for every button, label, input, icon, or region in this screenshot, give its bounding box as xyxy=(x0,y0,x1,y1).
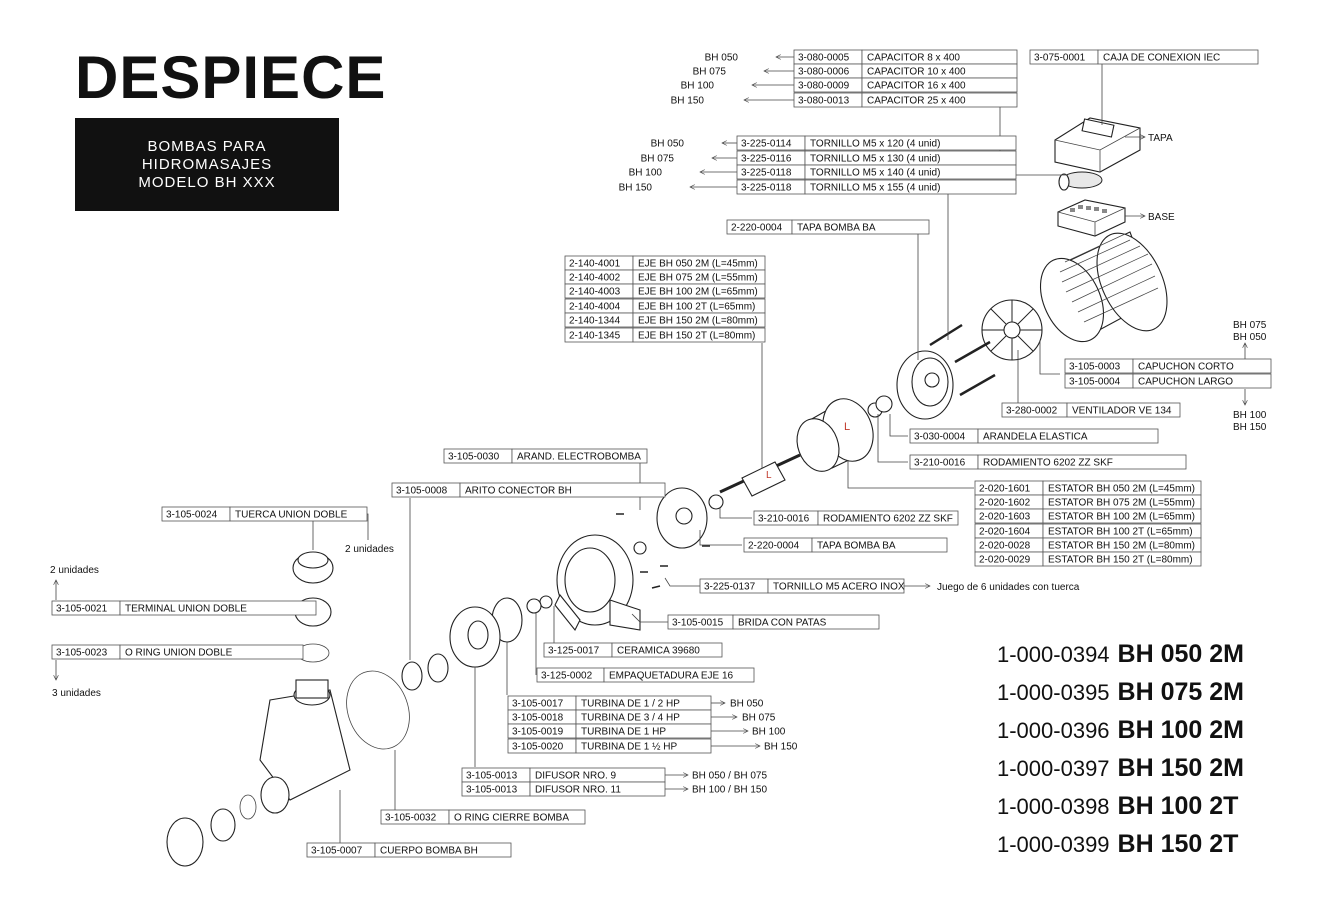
part-label-rod1 xyxy=(910,455,1186,469)
part-code: 3-105-0019 xyxy=(512,726,564,738)
rotor-shaft xyxy=(720,455,800,496)
part-description: TURBINA DE 1 / 2 HP xyxy=(581,698,680,710)
part-label-tuerca xyxy=(162,507,367,521)
rear-cover xyxy=(897,351,953,419)
part-description: ARAND. ELECTROBOMBA xyxy=(517,451,641,463)
part-description: ESTATOR BH 075 2M (L=55mm) xyxy=(1048,497,1195,509)
part-description: TORNILLO M5 x 140 (4 unid) xyxy=(810,167,941,179)
part-code: 3-080-0005 xyxy=(798,52,850,64)
part-label-cap2 xyxy=(693,64,1017,78)
part-description: ARITO CONECTOR BH xyxy=(465,485,572,497)
subtitle-line: HIDROMASAJES xyxy=(141,156,273,173)
page-title: DESPIECE xyxy=(75,44,387,111)
model-code: 1-000-0396 xyxy=(997,718,1110,743)
part-code: 2-140-1344 xyxy=(569,315,621,327)
part-label-eje2 xyxy=(565,270,765,284)
model-ref: BH 050 xyxy=(704,52,738,64)
model-name: BH 050 2M xyxy=(1117,640,1244,668)
part-label-tapa1 xyxy=(727,220,929,234)
part-description: ESTATOR BH 050 2M (L=45mm) xyxy=(1048,483,1195,495)
part-code: 3-210-0016 xyxy=(914,457,966,469)
note-2-unidades-b: 2 unidades xyxy=(50,565,99,576)
part-code: 3-080-0013 xyxy=(798,95,850,107)
model-code: 1-000-0397 xyxy=(997,756,1110,781)
part-description: CAPUCHON CORTO xyxy=(1138,361,1234,373)
svg-text:L: L xyxy=(844,421,851,433)
part-code: 3-210-0016 xyxy=(758,513,810,525)
part-label-cap4 xyxy=(671,93,1017,107)
part-description: CAPACITOR 25 x 400 xyxy=(867,95,966,107)
model-ref: BH 075 xyxy=(692,66,726,78)
part-label-est4 xyxy=(975,524,1201,538)
part-label-tor1 xyxy=(651,136,1016,150)
fan xyxy=(982,300,1042,360)
model-name: BH 075 2M xyxy=(1117,678,1244,706)
model-ref: BH 100 xyxy=(752,726,786,738)
part-description: TAPA BOMBA BA xyxy=(797,222,876,234)
part-code: 2-140-4003 xyxy=(569,286,621,298)
note-3-unidades: 3 unidades xyxy=(52,688,101,699)
part-label-cuerpo xyxy=(307,843,511,857)
part-code: 3-105-0007 xyxy=(311,845,363,857)
motor-housing xyxy=(1028,222,1181,352)
part-description: TURBINA DE 1 HP xyxy=(581,726,667,738)
part-description: CAPACITOR 10 x 400 xyxy=(867,66,966,78)
pump-body xyxy=(260,680,350,813)
part-code: 2-140-4001 xyxy=(569,258,621,270)
part-label-dif1 xyxy=(462,768,767,782)
model-ref: BH 050 xyxy=(650,138,684,150)
model-ref: BH 050 xyxy=(730,698,764,710)
note-capu-long-1: BH 100 xyxy=(1233,410,1267,421)
part-label-vent xyxy=(1002,403,1180,417)
part-description: RODAMIENTO 6202 ZZ SKF xyxy=(823,513,953,525)
part-description: TERMINAL UNION DOBLE xyxy=(125,603,247,615)
part-code: 3-105-0032 xyxy=(385,812,437,824)
part-code: 3-225-0116 xyxy=(741,153,792,165)
part-code: 2-020-1602 xyxy=(979,497,1031,509)
part-code: 3-105-0015 xyxy=(672,617,724,629)
model-row xyxy=(997,754,1244,792)
part-label-est6 xyxy=(975,552,1201,566)
part-code: 2-020-0029 xyxy=(979,554,1031,566)
part-code: 3-225-0118 xyxy=(741,182,792,194)
part-description: DIFUSOR NRO. 11 xyxy=(535,784,621,796)
oring-small xyxy=(240,795,256,819)
part-label-orcb xyxy=(381,810,585,824)
part-code: 3-125-0017 xyxy=(548,645,600,657)
part-description: TORNILLO M5 x 120 (4 unid) xyxy=(810,138,941,150)
part-label-tur1 xyxy=(508,696,764,710)
part-code: 2-020-1601 xyxy=(979,483,1031,495)
part-label-tor3 xyxy=(629,165,1016,179)
part-code: 2-140-4002 xyxy=(569,272,621,284)
part-label-est2 xyxy=(975,495,1201,509)
connector-ring-b xyxy=(402,662,422,690)
part-description: ESTATOR BH 150 2M (L=80mm) xyxy=(1048,540,1195,552)
part-label-tinox xyxy=(700,579,905,593)
part-description: EJE BH 150 2M (L=80mm) xyxy=(638,315,758,327)
part-label-term xyxy=(52,601,316,615)
bearing-front xyxy=(709,495,723,509)
model-code: 1-000-0395 xyxy=(997,680,1110,705)
model-code: 1-000-0399 xyxy=(997,832,1110,857)
note-juego: Juego de 6 unidades con tuerca xyxy=(937,582,1080,593)
part-description: TORNILLO M5 ACERO INOX xyxy=(773,581,905,593)
model-ref: BH 150 xyxy=(618,182,652,194)
pump-washer xyxy=(634,542,646,554)
stator xyxy=(790,392,882,477)
model-name: BH 150 2M xyxy=(1117,754,1244,782)
part-description: CAJA DE CONEXION IEC xyxy=(1103,52,1221,64)
part-code: 3-105-0023 xyxy=(56,647,108,659)
part-description: TUERCA UNION DOBLE xyxy=(235,509,348,521)
part-code: 2-140-4004 xyxy=(569,301,621,313)
model-name: BH 100 2T xyxy=(1117,792,1239,820)
part-label-arand xyxy=(444,449,647,463)
part-description: EJE BH 100 2T (L=65mm) xyxy=(638,301,756,313)
part-label-cap3 xyxy=(681,78,1017,92)
part-code: 3-080-0009 xyxy=(798,80,850,92)
model-row xyxy=(997,830,1244,868)
ceramic-seal xyxy=(540,596,552,608)
connector-ring xyxy=(428,654,448,682)
model-row xyxy=(997,640,1244,678)
part-label-arito xyxy=(392,483,665,497)
part-label-est1 xyxy=(975,481,1201,495)
part-description: EJE BH 150 2T (L=80mm) xyxy=(638,330,756,342)
part-code: 3-105-0017 xyxy=(512,698,564,710)
part-description: EJE BH 050 2M (L=45mm) xyxy=(638,258,758,270)
part-description: ESTATOR BH 100 2M (L=65mm) xyxy=(1048,511,1195,523)
part-code: 3-105-0030 xyxy=(448,451,500,463)
part-code: 3-225-0137 xyxy=(704,581,756,593)
part-label-est5 xyxy=(975,538,1201,552)
part-code: 3-080-0006 xyxy=(798,66,850,78)
part-code: 2-220-0004 xyxy=(731,222,783,234)
part-description: CAPUCHON LARGO xyxy=(1138,376,1234,388)
part-code: 3-105-0003 xyxy=(1069,361,1121,373)
model-ref: BH 050 / BH 075 xyxy=(692,770,768,782)
part-label-eje1 xyxy=(565,256,765,270)
note-2-unidades-a: 2 unidades xyxy=(345,544,394,555)
part-label-cap1 xyxy=(705,50,1017,64)
part-code: 3-105-0021 xyxy=(56,603,108,615)
part-description: O RING UNION DOBLE xyxy=(125,647,233,659)
model-ref: BH 150 xyxy=(764,741,798,753)
part-description: O RING CIERRE BOMBA xyxy=(454,812,570,824)
part-label-eje5 xyxy=(565,313,765,327)
part-label-cera xyxy=(544,643,722,657)
part-code: 3-105-0004 xyxy=(1069,376,1121,388)
part-code: 3-125-0002 xyxy=(541,670,593,682)
part-description: CAPACITOR 8 x 400 xyxy=(867,52,960,64)
part-code: 2-020-1603 xyxy=(979,511,1031,523)
model-ref: BH 100 xyxy=(680,80,714,92)
part-label-tapa2 xyxy=(744,538,947,552)
model-list xyxy=(997,640,1244,868)
part-code: 3-225-0118 xyxy=(741,167,792,179)
part-label-tor4 xyxy=(619,180,1016,194)
part-code: 3-105-0024 xyxy=(166,509,218,521)
part-label-empa xyxy=(537,668,754,682)
part-label-oring xyxy=(52,645,303,659)
part-label-eje6 xyxy=(565,328,765,342)
part-description: TORNILLO M5 x 155 (4 unid) xyxy=(810,182,941,194)
note-capu-short-2: BH 050 xyxy=(1233,332,1267,343)
nut-bottom xyxy=(167,818,203,866)
part-description: ESTATOR BH 150 2T (L=80mm) xyxy=(1048,554,1193,566)
part-code: 3-030-0004 xyxy=(914,431,966,443)
part-label-tor2 xyxy=(641,151,1016,165)
part-code: 3-105-0020 xyxy=(512,741,564,753)
part-description: ESTATOR BH 100 2T (L=65mm) xyxy=(1048,526,1193,538)
part-label-dif2 xyxy=(462,782,767,796)
diffuser xyxy=(450,607,500,667)
part-description: TAPA BOMBA BA xyxy=(817,540,896,552)
terminal-bottom xyxy=(211,809,235,841)
part-description: RODAMIENTO 6202 ZZ SKF xyxy=(983,457,1113,469)
part-description: EJE BH 075 2M (L=55mm) xyxy=(638,272,758,284)
part-label-aran xyxy=(910,429,1158,443)
part-description: CAPACITOR 16 x 400 xyxy=(867,80,966,92)
part-code: 3-280-0002 xyxy=(1006,405,1058,417)
model-ref: BH 075 xyxy=(640,153,674,165)
part-description: EMPAQUETADURA EJE 16 xyxy=(609,670,734,682)
subtitle-line: BOMBAS PARA xyxy=(147,138,267,155)
part-label-capu2 xyxy=(1065,374,1271,388)
part-label-eje4 xyxy=(565,299,765,313)
part-code: 3-105-0008 xyxy=(396,485,448,497)
svg-text:L: L xyxy=(766,470,772,481)
part-description: TORNILLO M5 x 130 (4 unid) xyxy=(810,153,941,165)
shaft-gasket xyxy=(527,599,541,613)
model-ref: BH 150 xyxy=(670,95,704,107)
connection-box-tapa xyxy=(1055,118,1140,172)
bearing-rear xyxy=(876,396,892,412)
part-code: 3-105-0013 xyxy=(466,784,518,796)
part-label-brida xyxy=(668,615,879,629)
model-ref: BH 100 xyxy=(628,167,662,179)
part-description: CERAMICA 39680 xyxy=(617,645,700,657)
part-description: VENTILADOR VE 134 xyxy=(1072,405,1172,417)
model-name: BH 150 2T xyxy=(1117,830,1239,858)
model-code: 1-000-0394 xyxy=(997,642,1110,667)
part-description: TURBINA DE 3 / 4 HP xyxy=(581,712,680,724)
connection-box-base xyxy=(1058,200,1125,236)
model-row xyxy=(997,678,1244,716)
part-label-rod2 xyxy=(754,511,958,525)
model-row xyxy=(997,716,1244,754)
note-tapa: TAPA xyxy=(1148,133,1173,144)
part-label-est3 xyxy=(975,509,1201,523)
union-nut xyxy=(293,552,333,583)
subtitle-line: MODELO BH XXX xyxy=(138,174,276,191)
model-row xyxy=(997,792,1244,830)
model-name: BH 100 2M xyxy=(1117,716,1244,744)
part-code: 3-075-0001 xyxy=(1034,52,1086,64)
part-description: EJE BH 100 2M (L=65mm) xyxy=(638,286,758,298)
part-description: BRIDA CON PATAS xyxy=(738,617,827,629)
part-description: ARANDELA ELASTICA xyxy=(983,431,1088,443)
part-description: DIFUSOR NRO. 9 xyxy=(535,770,617,782)
part-description: CUERPO BOMBA BH xyxy=(380,845,478,857)
part-code: 2-020-1604 xyxy=(979,526,1031,538)
part-code: 3-105-0018 xyxy=(512,712,564,724)
note-capu-long-2: BH 150 xyxy=(1233,422,1267,433)
part-label-eje3 xyxy=(565,284,765,298)
part-code: 3-225-0114 xyxy=(741,138,792,150)
note-base: BASE xyxy=(1148,212,1175,223)
note-capu-short-1: BH 075 xyxy=(1233,320,1267,331)
flange-feet xyxy=(555,535,640,630)
model-ref: BH 075 xyxy=(742,712,776,724)
part-label-capu1 xyxy=(1065,359,1271,373)
part-description: TURBINA DE 1 ½ HP xyxy=(581,741,678,753)
part-code: 2-220-0004 xyxy=(748,540,800,552)
part-code: 2-140-1345 xyxy=(569,330,621,342)
part-code: 3-105-0013 xyxy=(466,770,518,782)
model-ref: BH 100 / BH 150 xyxy=(692,784,768,796)
model-code: 1-000-0398 xyxy=(997,794,1110,819)
part-code: 2-020-0028 xyxy=(979,540,1031,552)
part-label-caja xyxy=(1030,50,1258,64)
